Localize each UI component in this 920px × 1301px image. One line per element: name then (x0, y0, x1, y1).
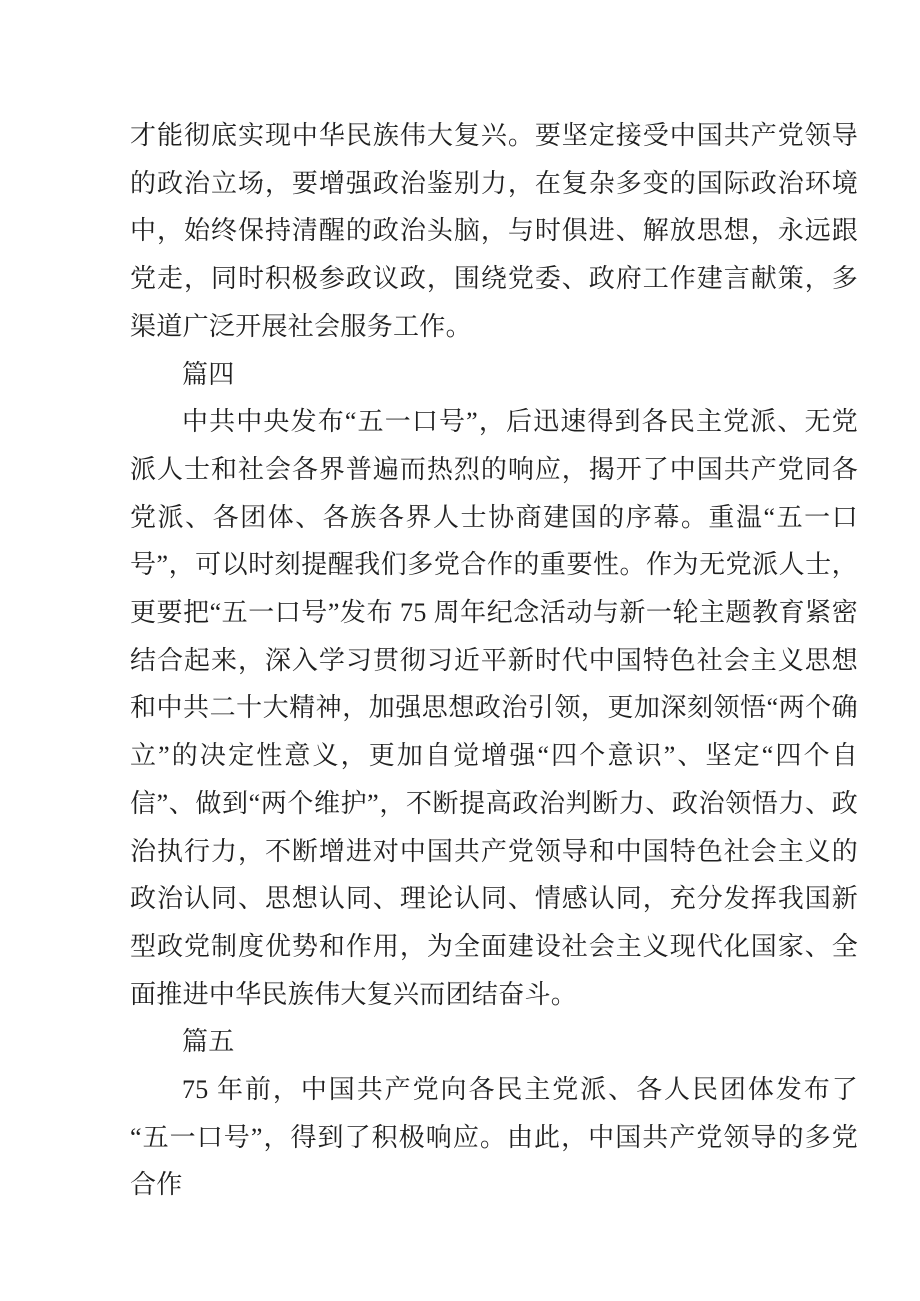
document-text-block (130, 112, 858, 1209)
paragraph-piece-five: 75 年前，中国共产党向各民主党派、各人民团体发布了“五一口号”，得到了积极响应。由此，中国共产党领导的多党合作 (130, 1075, 858, 1200)
section-heading-piece-four: 篇四 (182, 359, 235, 389)
paragraph-continuation: 才能彻底实现中华民族伟大复兴。要坚定接受中国共产党领导的政治立场，要增强政治鉴别力，在复杂多变的国际政治环境中，始终保持清醒的政治头脑，与时俱进、解放思想，永远跟党走，同时积极参政议政，围绕党委、政府工作建言献策，多渠道广泛开展社会服务工作。 (130, 121, 858, 341)
paragraph-piece-four: 中共中央发布“五一口号”，后迅速得到各民主党派、无党派人士和社会各界普遍而热烈的响应，揭开了中国共产党同各党派、各团体、各族各界人士协商建国的序幕。重温“五一口号”，可以时刻提醒我们多党合作的重要性。作为无党派人士，更要把“五一口号”发布 75 周年纪念活动与新一轮主题教育紧密结合起来，深入学习贯彻习近平新时代中国特色社会主义思想和中共二十大精神，加强思想政治引领，更加深刻领悟“两个确立”的决定性意义，更加自觉增强“四个意识”、坚定“四个自信”、做到“两个维护”，不断提高政治判断力、政治领悟力、政治执行力，不断增进对中国共产党领导和中国特色社会主义的政治认同、思想认同、理论认同、情感认同，充分发挥我国新型政党制度优势和作用，为全面建设社会主义现代化国家、全面推进中华民族伟大复兴而团结奋斗。 (130, 407, 858, 1009)
section-heading-piece-five: 篇五 (182, 1027, 235, 1057)
